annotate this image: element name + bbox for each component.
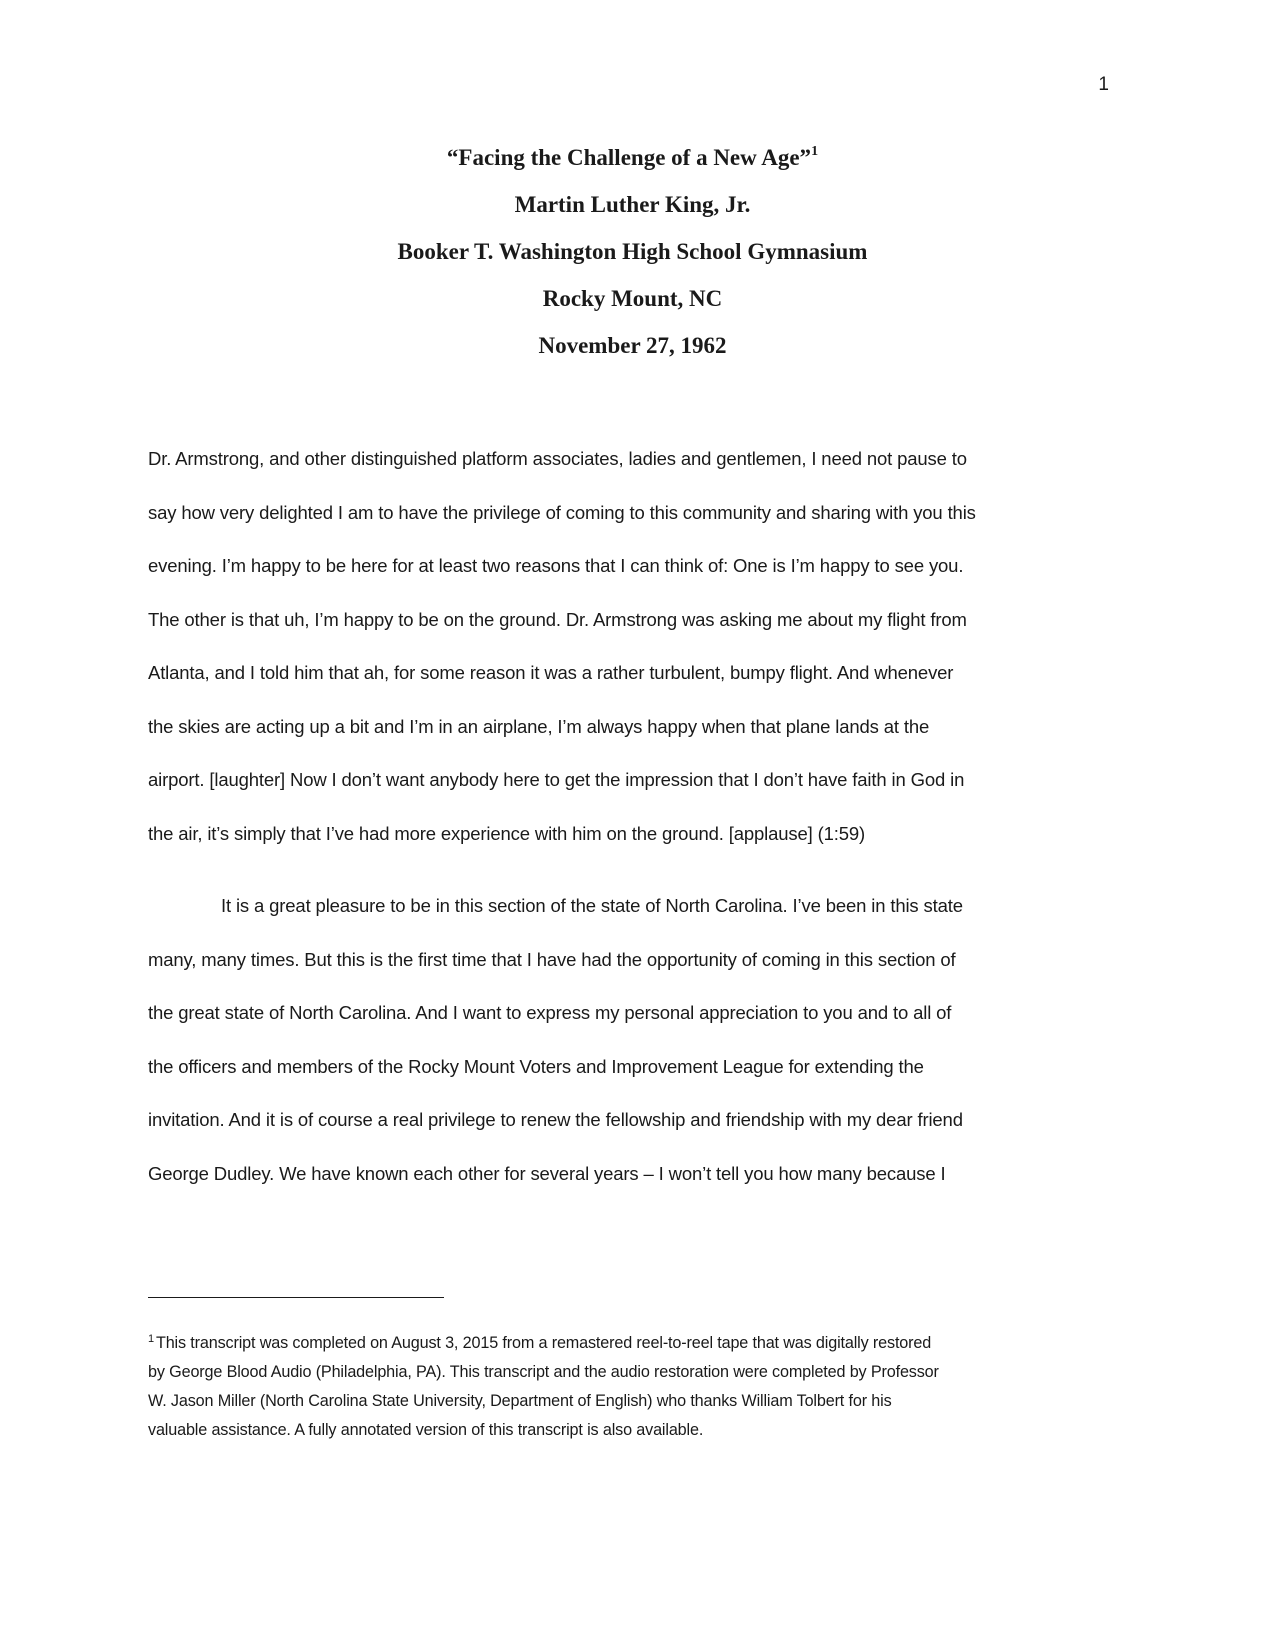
footnote-line: [148, 1330, 1138, 1359]
text-line: the air, it’s simply that I’ve had more experience with him on the ground. [applause] (1:59): [148, 822, 866, 844]
text-line: Atlanta, and I told him that ah, for some reason it was a rather turbulent, bumpy flight. And whenever: [148, 662, 954, 683]
footnote-text: This transcript was completed on August 3, 2015 from a remastered reel-to-reel tape that was digitally restored: [155, 1334, 932, 1352]
speech-title-line: [0, 141, 1265, 188]
text-line: Dr. Armstrong, and other distinguished platform associates, ladies and gentlemen, I need not pause to: [148, 448, 967, 469]
paragraph-2: [148, 886, 1138, 1207]
text-line: The other is that uh, I’m happy to be on the ground. Dr. Armstrong was asking me about my flight from: [148, 608, 967, 630]
text-line: evening. I’m happy to be here for at least two reasons that I can think of: One is I’m happy to see you.: [148, 555, 964, 576]
text-line: the skies are acting up a bit and I’m in an airplane, I’m always happy when that plane lands at the: [148, 715, 930, 737]
paragraph-spacer: [148, 867, 1138, 886]
location: Rocky Mount, NC: [542, 286, 723, 311]
text-line: many, many times. But this is the first time that I have had the opportunity of coming in this section of: [148, 948, 956, 970]
footnote-marker: 1: [148, 1333, 154, 1345]
speech-date: November 27, 1962: [538, 333, 727, 358]
title-block: [0, 141, 1265, 376]
footnote-reference: 1: [811, 144, 819, 159]
footnote: [148, 1330, 1138, 1446]
text-line: George Dudley. We have known each other for several years – I won’t tell you how many because I: [148, 1162, 946, 1184]
footnote-separator: [148, 1297, 444, 1298]
transcript-body: [148, 439, 1138, 1207]
text-line: the officers and members of the Rocky Mount Voters and Improvement League for extending the: [148, 1055, 924, 1077]
footnote-line: by George Blood Audio (Philadelphia, PA). This transcript and the audio restoration were completed by Professor: [148, 1363, 939, 1381]
text-line: invitation. And it is of course a real privilege to renew the fellowship and friendship with my dear friend: [148, 1109, 963, 1130]
footnote-line: valuable assistance. A fully annotated version of this transcript is also available.: [148, 1421, 704, 1439]
speech-title: “Facing the Challenge of a New Age”: [446, 145, 812, 170]
venue: Booker T. Washington High School Gymnasium: [397, 239, 868, 264]
speaker-name: Martin Luther King, Jr.: [514, 192, 751, 217]
paragraph-1: [148, 439, 1138, 867]
page-number: 1: [1098, 74, 1109, 95]
text-line: airport. [laughter] Now I don’t want anybody here to get the impression that I don’t have faith in God in: [148, 769, 965, 790]
text-line: It is a great pleasure to be in this section of the state of North Carolina. I’ve been in this state: [221, 895, 963, 916]
footnote-line: W. Jason Miller (North Carolina State University, Department of English) who thanks William Tolbert for his: [148, 1392, 892, 1410]
text-line: the great state of North Carolina. And I want to express my personal appreciation to you and to all of: [148, 1002, 952, 1023]
text-line: say how very delighted I am to have the privilege of coming to this community and sharing with you this: [148, 501, 976, 523]
